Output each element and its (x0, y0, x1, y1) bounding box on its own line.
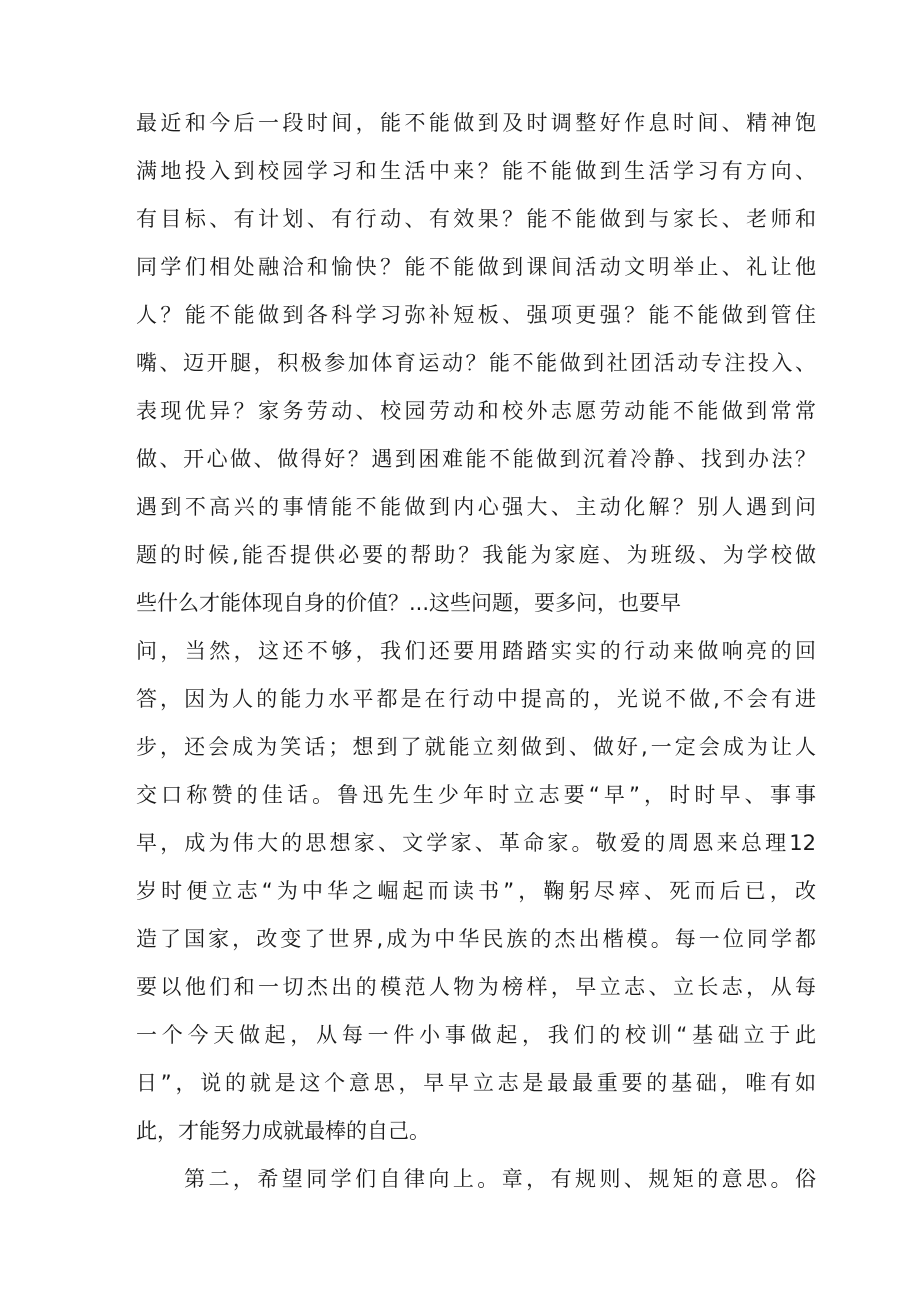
text-line: 步，还会成为笑话；想到了就能立刻做到、做好,一定会成为让人 (136, 735, 816, 759)
text-line: 题的时候,能否提供必要的帮助？我能为家庭、为班级、为学校做 (136, 543, 816, 567)
text-line: 些什么才能体现自身的价值？...这些问题，要多问，也要早 (136, 591, 682, 615)
text-line: 满地投入到校园学习和生活中来？能不能做到生活学习有方向、 (136, 159, 816, 183)
text-line: 有目标、有计划、有行动、有效果？能不能做到与家长、老师和 (136, 207, 816, 231)
text-line: 要以他们和一切杰出的模范人物为榜样，早立志、立长志，从每 (136, 975, 816, 999)
text-line: 做、开心做、做得好？遇到困难能不能做到沉着冷静、找到办法？ (136, 447, 816, 471)
text-line: 答，因为人的能力水平都是在行动中提高的，光说不做,不会有进 (136, 687, 816, 711)
text-line: 人？能不能做到各科学习弥补短板、强项更强？能不能做到管住 (136, 303, 816, 327)
paragraph-start-line: 第二，希望同学们自律向上。章，有规则、规矩的意思。俗 (184, 1167, 816, 1191)
text-line: 一个今天做起，从每一件小事做起，我们的校训“基础立于此 (136, 1023, 816, 1047)
text-line: 最近和今后一段时间，能不能做到及时调整好作息时间、精神饱 (136, 111, 816, 135)
text-line: 问，当然，这还不够，我们还要用踏踏实实的行动来做响亮的回 (136, 639, 816, 663)
text-line: 同学们相处融洽和愉快？能不能做到课间活动文明举止、礼让他 (136, 255, 816, 279)
text-line: 表现优异？家务劳动、校园劳动和校外志愿劳动能不能做到常常 (136, 399, 816, 423)
text-line: 嘴、迈开腿，积极参加体育运动？能不能做到社团活动专注投入、 (136, 351, 816, 375)
text-line: 此，才能努力成就最棒的自己。 (136, 1119, 430, 1143)
text-line: 造了国家，改变了世界,成为中华民族的杰出楷模。每一位同学都 (136, 927, 816, 951)
text-line: 遇到不高兴的事情能不能做到内心强大、主动化解？别人遇到问 (136, 495, 816, 519)
text-line: 岁时便立志“为中华之崛起而读书”，鞠躬尽瘁、死而后已，改 (136, 879, 816, 903)
text-line: 早，成为伟大的思想家、文学家、革命家。敬爱的周恩来总理12 (136, 831, 816, 855)
text-line: 交口称赞的佳话。鲁迅先生少年时立志要“早”，时时早、事事 (136, 783, 816, 807)
text-line: 日”，说的就是这个意思，早早立志是最最重要的基础，唯有如 (136, 1071, 816, 1095)
